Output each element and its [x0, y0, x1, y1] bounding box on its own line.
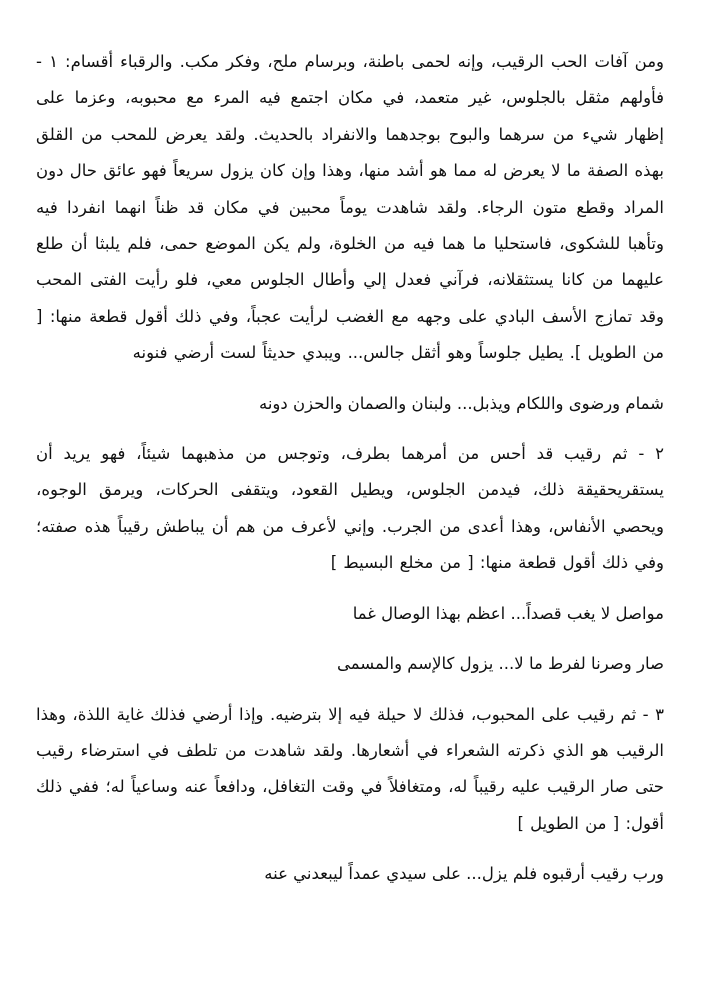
block-gap [36, 632, 664, 646]
verse-line-guard: ورب رقيب أرقبوه فلم يزل... على سيدي عمداً ليبعدني عنه [264, 864, 664, 884]
block-gap [36, 372, 664, 386]
verse-line-name-and-named: صار وصرنا لفرط ما لا... يزول كالإسم والمسمى [336, 654, 664, 674]
block-gap [36, 582, 664, 596]
paragraph-third-spy: ٣ - ثم رقيب على المحبوب، فذلك لا حيلة فيه إلا بترضيه. وإذا أرضي فذلك غاية اللذة، وهذا الرقيب هو الذي ذكرته الشعراء في أشعارها. ولقد شاهدت من تلطف في استرضاء رقيب حتى صار الرقيب عليه رقيباً له، ومتغافلاً في وقت التغافل، ودافعاً عنه وساعياً له؛ ففي ذلك أقول: [ من الطويل ] [36, 704, 664, 833]
paragraph-second-spy: ٢ - ثم رقيب قد أحس من أمرهما بطرف، وتوجس من مذهبهما شيئاً، فهو يريد أن يستقريحقيقة ذلك، فيدمن الجلوس، ويطيل القعود، ويتقفى الحركات، ويرمق الوجوه، ويحصي الأنفاس، وهذا أعدى من الجرب. وإني لأعرف من هم أن يباطش رقيباً هذه صفته؛ وفي ذلك أقول قطعة منها: [ من مخلع البسيط ] [36, 444, 664, 573]
verse-line-mountains: شمام ورضوى واللكام ويذبل... ولبنان والصمان والحزن دونه [258, 393, 664, 413]
verse-line-continuous: مواصل لا يغب قصداً... اعظم بهذا الوصال غما [352, 603, 664, 623]
block-gap [36, 683, 664, 697]
block-gap [36, 422, 664, 436]
paragraph-intro-first-spy: ومن آفات الحب الرقيب، وإنه لحمى باطنة، وبرسام ملح، وفكر مكب. والرقباء أقسام: ١ - فأولهم مثقل بالجلوس، غير متعمد، في مكان اجتمع فيه المرء مع محبوبه، وعزما على إظهار شيء من سرهما والبوح بوجدهما والانفراد بالحديث. ولقد يعرض للمحب من القلق بهذه الصفة ما لا يعرض له مما هو أشد منها، وهذا وإن كان يزول سريعاً فهو عائق حال دون المراد وقطع متون الرجاء. ولقد شاهدت يوماً محبين في مكان قد ظناً انهما انفردا فيه وتأهبا للشكوى، فاستحليا ما هما فيه من الخلوة، ولم يكن الموضع حمى، فلم يلبثا أن طلع عليهما من كانا يستثقلانه، فرآني فعدل إلي وأطال الجلوس معي، فلو رأيت الفتى المحب وقد تمازج الأسف البادي على وجهه مع الغضب لرأيت عجباً، وفي ذلك أقول قطعة منها: [ من الطويل ]. يطيل جلوساً وهو أثقل جالس... ويبدي حديثاً لست أرضي فنونه [36, 52, 665, 363]
block-gap [36, 842, 664, 856]
